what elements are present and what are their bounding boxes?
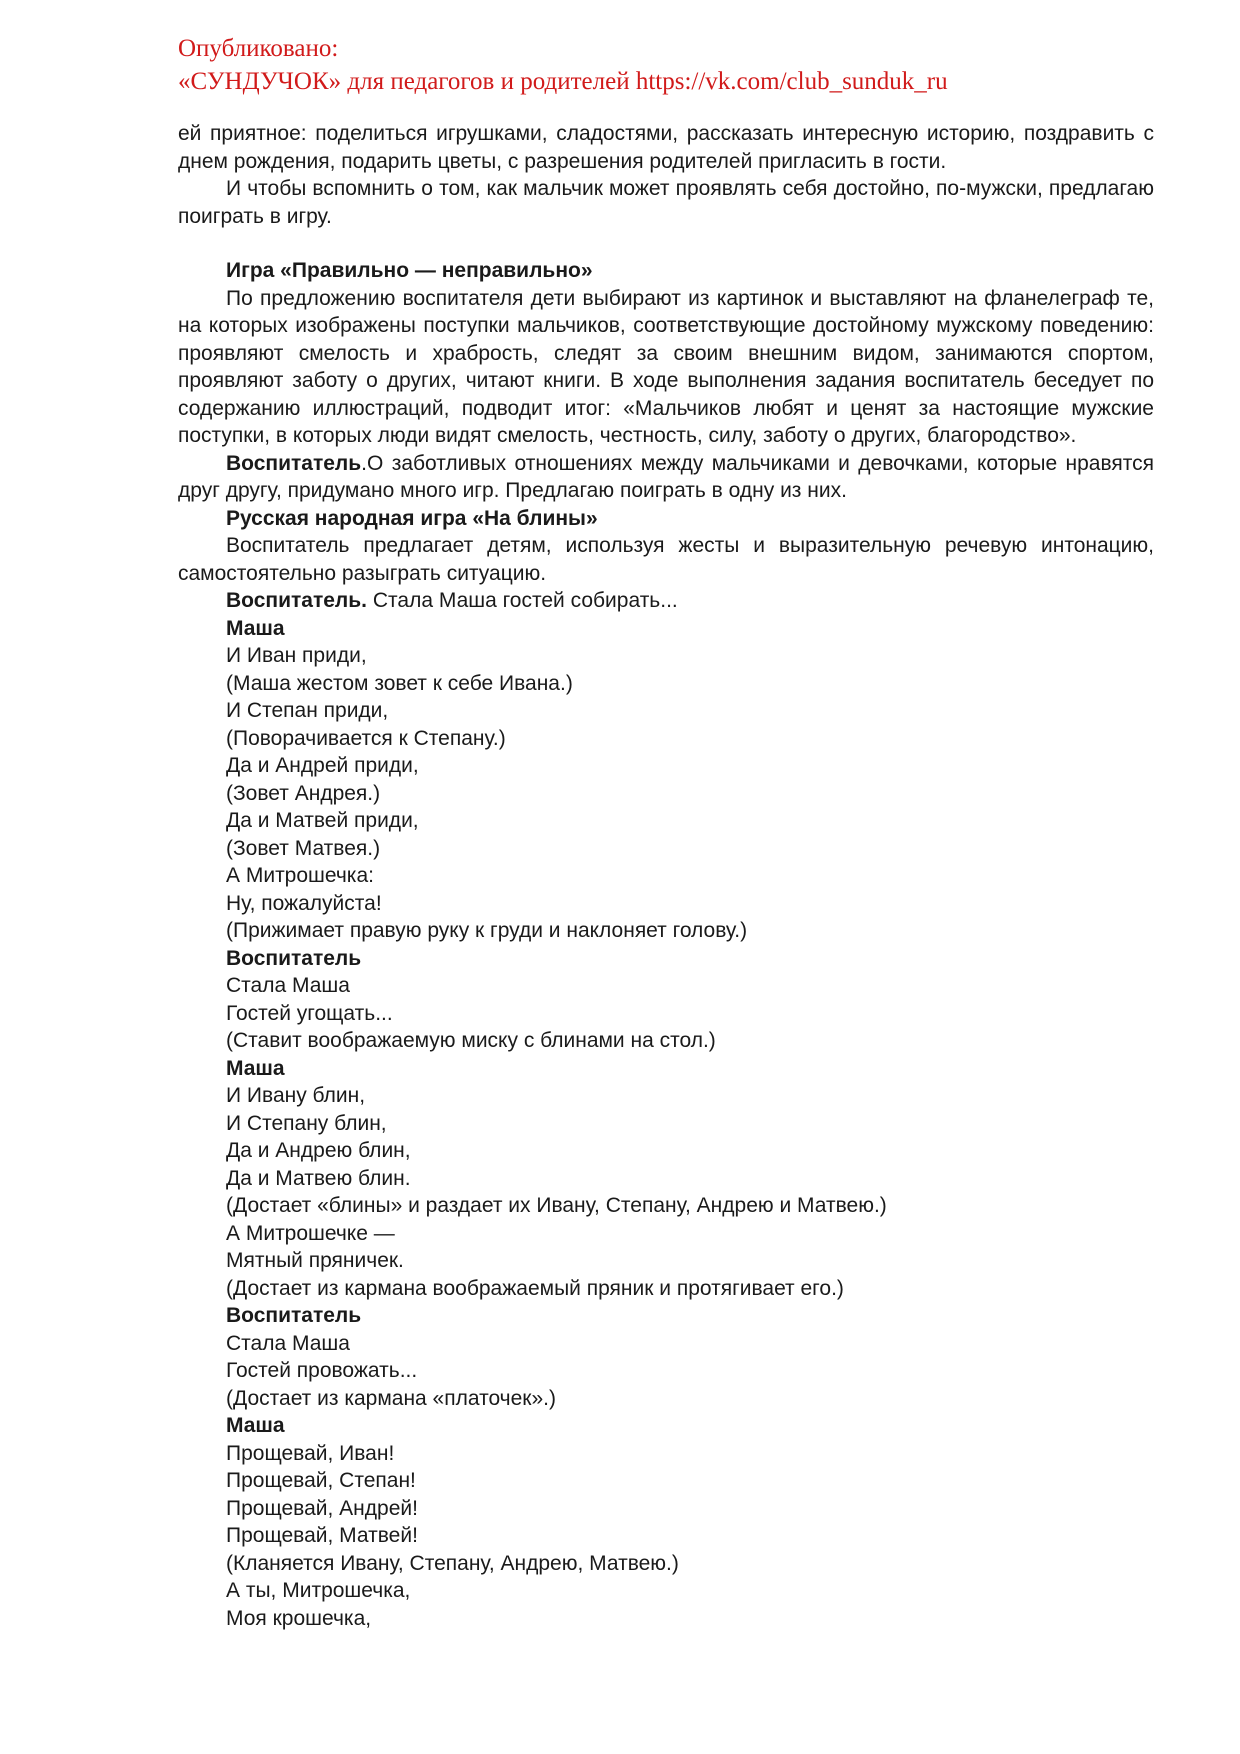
script-line: Стала Маша [226, 1331, 350, 1355]
intro-paragraph: ей приятное: поделиться игрушками, сладостями, рассказать интересную историю, поздравить с днем рождения, подарить цветы, с разрешения родителей пригласить в гости. [178, 122, 1154, 173]
script-line: И Степан приди, [226, 699, 389, 722]
script-line: (Достает «блины» и раздает их Ивану, Степану, Андрею и Матвею.) [226, 1194, 887, 1217]
script-line: А Митрошечке — [226, 1221, 395, 1245]
script-line: (Прижимает правую руку к груди и наклоняет голову.) [226, 919, 748, 942]
script-line: (Маша жестом зовет к себе Ивана.) [226, 671, 573, 695]
script-line: И Иван приди, [226, 644, 367, 667]
header-published-label: Опубликовано: [178, 35, 339, 62]
script-start-speaker: Воспитатель. [226, 589, 368, 612]
speaker-label: Маша [226, 1056, 285, 1080]
teacher-intro-text: .О заботливых отношениях между мальчиками и девочками, которые нравятся друг другу, придумано много игр. Предлагаю поиграть в одну из них. [178, 451, 1154, 502]
script-line: Прощевай, Степан! [226, 1469, 416, 1492]
teacher-intro-paragraph [178, 450, 1154, 505]
document-body [178, 120, 1154, 1632]
script-line: Да и Андрей приди, [226, 754, 419, 777]
script-line: Мятный пряничек. [226, 1249, 404, 1272]
script-line: Прощевай, Матвей! [226, 1524, 418, 1547]
script-line: Моя крошечка, [226, 1606, 372, 1630]
script-line: Прощевай, Андрей! [226, 1496, 418, 1520]
intro-game-paragraph: И чтобы вспомнить о том, как мальчик может проявлять себя достойно, по-мужски, предлагаю поиграть в игру. [178, 177, 1154, 228]
script-line: Прощевай, Иван! [226, 1441, 395, 1465]
script-line: Гостей угощать... [226, 1001, 393, 1025]
game1-title: Игра «Правильно — неправильно» [226, 259, 593, 282]
speaker-label: Воспитатель [226, 946, 362, 970]
teacher-speaker-label: Воспитатель [226, 451, 362, 475]
speaker-label: Маша [226, 616, 285, 640]
script-line: (Кланяется Ивану, Степану, Андрею, Матвею.) [226, 1551, 679, 1575]
script-line: И Степану блин, [226, 1111, 387, 1135]
script-line: Да и Андрею блин, [226, 1139, 411, 1162]
script-line: Стала Маша [226, 974, 350, 997]
script-line: (Зовет Матвея.) [226, 836, 381, 860]
header-source-link[interactable]: «СУНДУЧОК» для педагогов и родителей https://vk.com/club_sunduk_ru [178, 68, 948, 95]
script-line: (Достает из кармана воображаемый пряник и протягивает его.) [226, 1276, 844, 1300]
script-line: (Зовет Андрея.) [226, 781, 381, 805]
script-line: (Поворачивается к Степану.) [226, 726, 506, 750]
script-start-line [178, 587, 1154, 615]
script-line: Ну, пожалуйста! [226, 891, 382, 915]
paragraph-gap [178, 230, 1154, 257]
speaker-label: Маша [226, 1414, 285, 1437]
script-line: И Ивану блин, [226, 1084, 366, 1107]
game2-title: Русская народная игра «На блины» [226, 506, 598, 530]
script-line: А ты, Митрошечка, [226, 1579, 411, 1602]
script-lines [178, 615, 1154, 1633]
script-line: Да и Матвею блин. [226, 1166, 411, 1190]
script-line: Да и Матвей приди, [226, 809, 419, 832]
script-line: Гостей провожать... [226, 1359, 418, 1382]
game1-description: По предложению воспитателя дети выбирают из картинок и выставляют на фланелеграф те, на которых изображены поступки мальчиков, соответствующие достойному мужскому поведению: проявляют смелость и храбрость, следят за своим внешним видом, занимаются спортом, проявляют заботу о других, читают книги. В ходе выполнения задания воспитатель беседует по содержанию иллюстраций, подводит итог: «Мальчиков любят и ценят за настоящие мужские поступки, в которых люди видят смелость, честность, силу, заботу о других, благородство». [178, 286, 1154, 447]
script-line: (Достает из кармана «платочек».) [226, 1386, 556, 1410]
script-line: (Ставит воображаемую миску с блинами на стол.) [226, 1029, 716, 1052]
speaker-label: Воспитатель [226, 1304, 362, 1327]
script-start-text: Стала Маша гостей собирать... [367, 589, 678, 612]
publication-header [178, 32, 1138, 98]
script-line: А Митрошечка: [226, 864, 374, 887]
game2-description: Воспитатель предлагает детям, используя жесты и выразительную речевую интонацию, самостоятельно разыграть ситуацию. [178, 534, 1154, 585]
